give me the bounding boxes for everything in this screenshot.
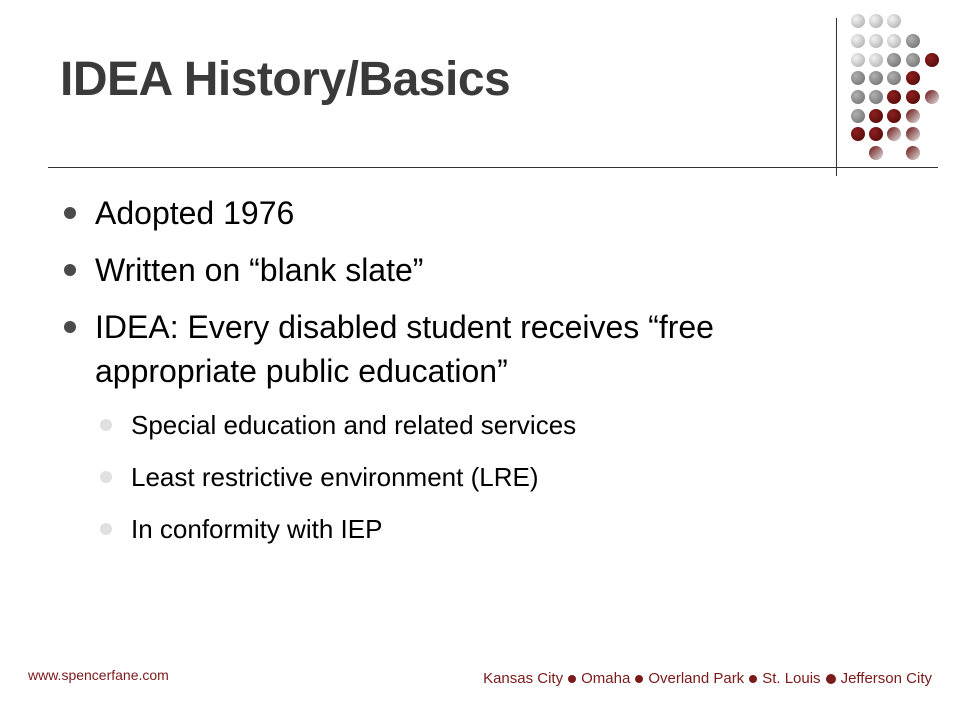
city-label: Omaha (581, 670, 631, 687)
city-label: St. Louis (762, 670, 821, 687)
bullet-text-line-2: appropriate public education” (95, 353, 508, 389)
bullet-icon (64, 264, 76, 276)
footer-office-locations (483, 670, 932, 687)
city-label: Kansas City (483, 670, 564, 687)
vertical-divider (836, 18, 837, 176)
bullet-text: Written on “blank slate” (95, 252, 424, 288)
city-label: Jefferson City (840, 670, 932, 687)
sub-bullet-icon (100, 419, 112, 431)
bullet-text-line-1: IDEA: Every disabled student receives “free (95, 309, 714, 345)
title-divider (48, 167, 938, 168)
city-label: Overland Park (648, 670, 745, 687)
bullet-icon (64, 207, 76, 219)
sub-bullet-text: Least restrictive environment (LRE) (131, 462, 539, 492)
list-item (64, 308, 924, 388)
footer-website-link[interactable]: www.spencerfane.com (28, 667, 169, 683)
sub-bullet-icon (100, 471, 112, 483)
separator-dot-icon (826, 674, 836, 684)
separator-dot-icon (635, 675, 643, 683)
sub-bullet-icon (100, 523, 112, 535)
bullet-icon (64, 321, 76, 333)
separator-dot-icon (568, 675, 576, 683)
slide-title: IDEA History/Basics (60, 53, 511, 106)
sub-bullet-text: Special education and related services (131, 410, 577, 440)
separator-dot-icon (749, 675, 757, 683)
sub-bullet-text: In conformity with IEP (131, 514, 383, 544)
bullet-text: Adopted 1976 (95, 195, 295, 231)
